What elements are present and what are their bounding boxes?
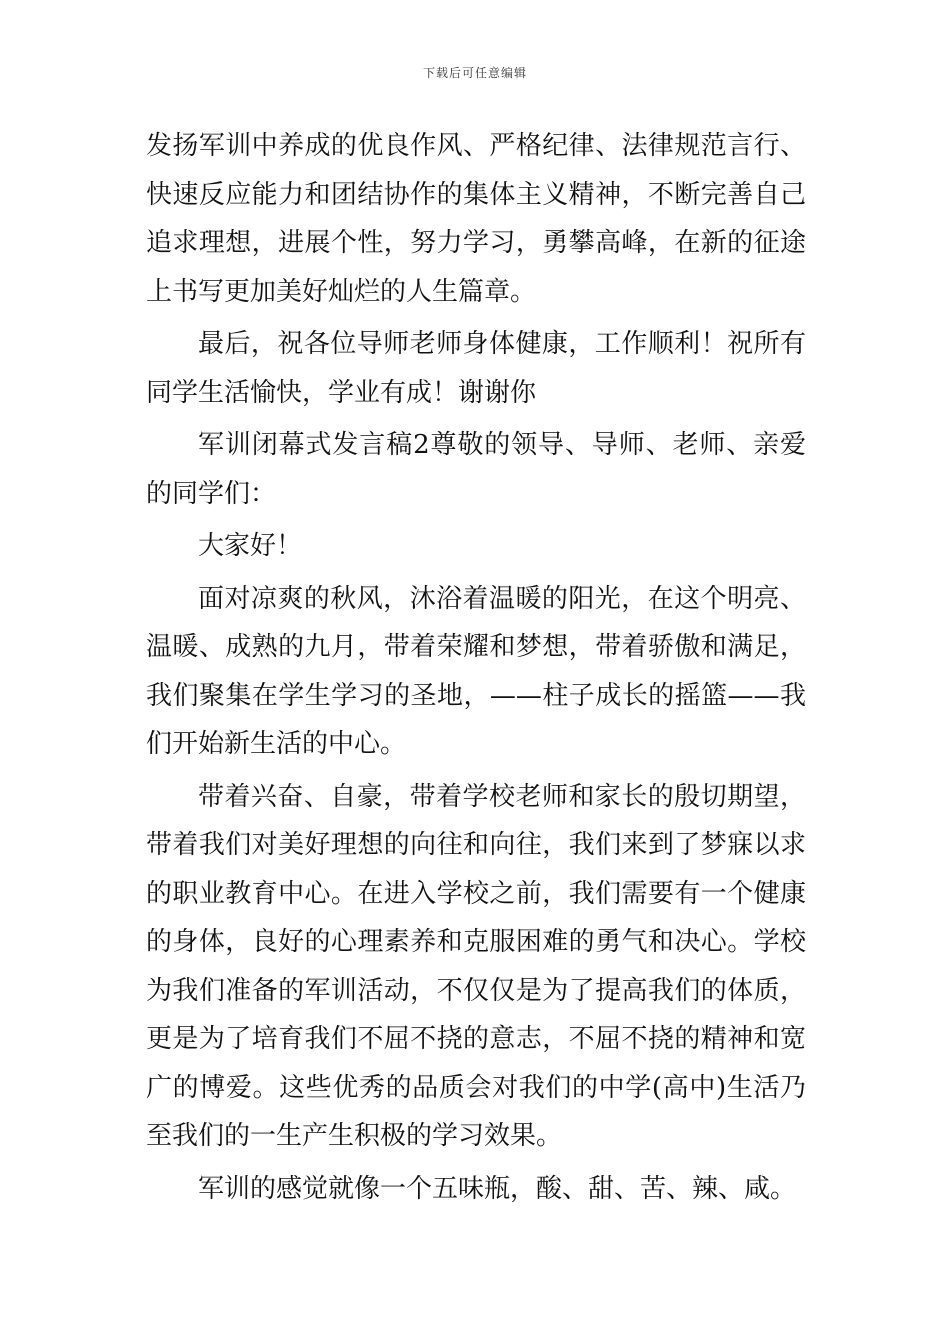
header-note: 下载后可任意编辑 bbox=[422, 66, 527, 80]
paragraph-speech-title: 军训闭幕式发言稿2尊敬的领导、导师、老师、亲爱的同学们： bbox=[146, 430, 806, 509]
paragraph-feeling: 军训的感觉就像一个五味瓶，酸、甜、苦、辣、咸。 bbox=[198, 1173, 797, 1204]
document-body bbox=[146, 122, 806, 1213]
paragraph-greeting: 大家好！ bbox=[198, 531, 303, 561]
paragraph-continuation: 发扬军训中养成的优良作风、严格纪律、法律规范言行、快速反应能力和团结协作的集体主义精神，不断完善自己追求理想，进展个性，努力学习，勇攀高峰，在新的征途上书写更加美好灿烂的人生篇章。 bbox=[146, 131, 806, 307]
paragraph-autumn: 面对凉爽的秋风，沐浴着温暖的阳光，在这个明亮、温暖、成熟的九月，带着荣耀和梦想，带着骄傲和满足，我们聚集在学生学习的圣地，——柱子成长的摇篮——我们开始新生活的中心。 bbox=[146, 583, 806, 759]
paragraph-expectations: 带着兴奋、自豪，带着学校老师和家长的殷切期望，带着我们对美好理想的向往和向往，我们来到了梦寐以求的职业教育中心。在进入学校之前，我们需要有一个健康的身体，良好的心理素养和克服困难的勇气和决心。学校为我们准备的军训活动，不仅仅是为了提高我们的体质，更是为了培育我们不屈不挠的意志，不屈不挠的精神和宽广的博爱。这些优秀的品质会对我们的中学(高中)生活乃至我们的一生产生积极的学习效果。 bbox=[146, 781, 806, 1151]
paragraph-closing-wishes: 最后，祝各位导师老师身体健康，工作顺利！祝所有同学生活愉快，学业有成！谢谢你 bbox=[146, 329, 806, 408]
